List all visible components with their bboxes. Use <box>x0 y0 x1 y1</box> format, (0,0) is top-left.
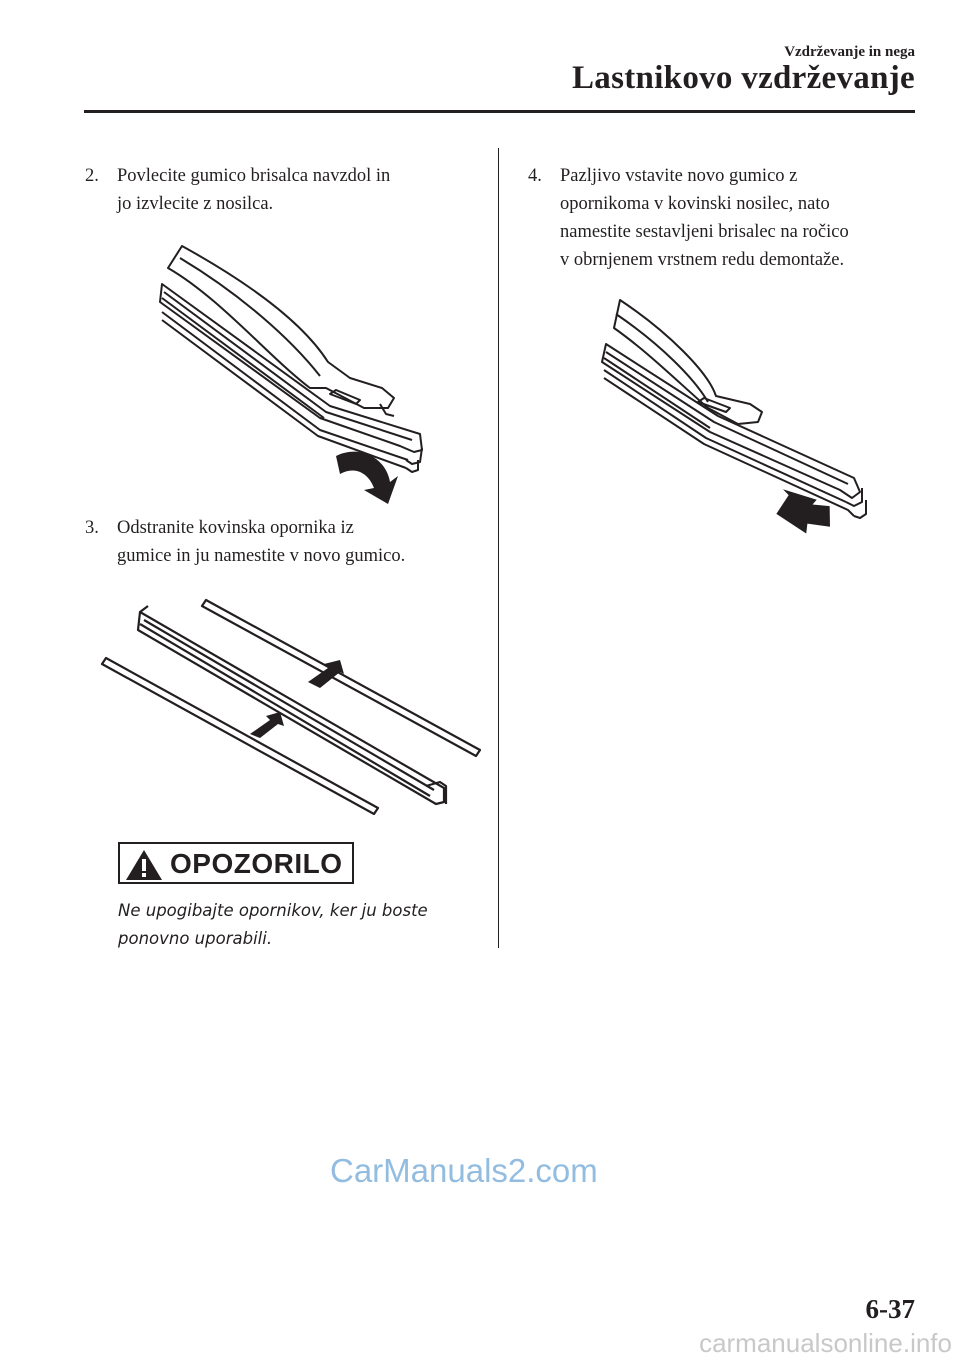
step-2 <box>85 162 485 218</box>
step-4 <box>528 162 938 274</box>
warning-triangle-icon <box>124 848 164 882</box>
step-line: Pazljivo vstavite novo gumico z <box>560 166 798 186</box>
column-divider <box>498 148 499 948</box>
step-line: v obrnjenem vrstnem redu demontaže. <box>560 250 845 270</box>
watermark-text: CarManuals2.com <box>330 1152 598 1189</box>
page-number: 6-37 <box>865 1294 915 1324</box>
section-label: Vzdrževanje in nega <box>784 44 915 60</box>
step-number: 4. <box>528 166 542 186</box>
step-line: Povlecite gumico brisalca navzdol in <box>117 166 391 186</box>
step-line: namestite sestavljeni brisalec na ročico <box>560 222 849 242</box>
warning-text <box>118 897 478 953</box>
header-divider <box>84 110 915 113</box>
warning-line: Ne upogibajte opornikov, ker ju boste <box>118 901 428 920</box>
wiper-removal-illustration <box>150 238 440 510</box>
step-number: 2. <box>85 166 99 186</box>
step-line: gumice in ju namestite v novo gumico. <box>117 546 406 566</box>
step-line: Odstranite kovinska opornika iz <box>117 518 354 538</box>
warning-line: ponovno uporabili. <box>118 929 273 948</box>
wiper-insertion-illustration <box>598 292 888 538</box>
step-line: opornikoma v kovinski nosilec, nato <box>560 194 830 214</box>
wiper-supports-illustration <box>100 590 485 815</box>
warning-title: OPOZORILO <box>170 848 343 879</box>
step-line: jo izvlecite z nosilca. <box>117 194 274 214</box>
page-title: Lastnikovo vzdrževanje <box>572 60 915 96</box>
step-number: 3. <box>85 518 99 538</box>
footer-watermark: carmanualsonline.info <box>699 1328 952 1358</box>
warning-box <box>118 842 354 884</box>
step-3 <box>85 514 495 570</box>
